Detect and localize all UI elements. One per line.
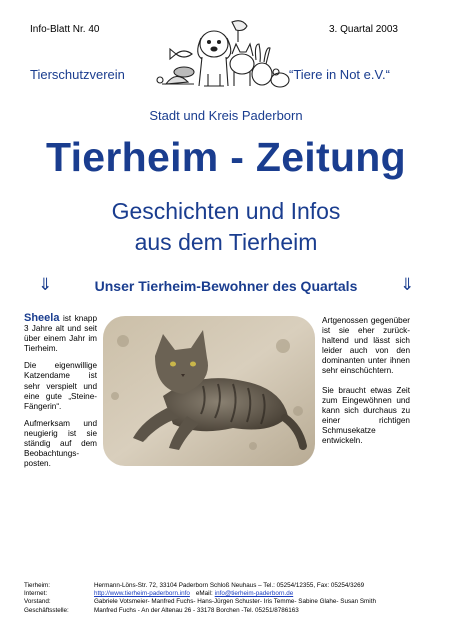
article-paragraph: Artgenossen gegenüber ist sie eher zurück-haltend und lässt sich leider auch von den dominanten unter ihnen sehr einschüchtern. xyxy=(322,316,410,376)
website-link[interactable]: http://www.tierheim-paderborn.info xyxy=(94,590,190,598)
org-name-right: “Tiere in Not e.V.“ xyxy=(289,67,390,82)
down-arrow-icon: ⇓ xyxy=(400,275,415,294)
footer-row-geschaeftsstelle xyxy=(24,607,434,615)
page-title: Tierheim - Zeitung xyxy=(45,134,406,180)
article-paragraph: Die eigenwillige Katzendame ist sehr verspielt und eine gute „Steine-Fängerin“. xyxy=(24,361,97,411)
subtitle-line-2: aus dem Tierheim xyxy=(134,229,318,255)
footer-row-vorstand xyxy=(24,598,434,606)
footer-row-internet xyxy=(24,590,434,598)
footer-value: Hermann-Löns-Str. 72, 33104 Paderborn Schloß Neuhaus – Tel.: 05254/12355, Fax: 05254/3269 xyxy=(94,582,365,589)
article-right-column xyxy=(322,316,410,455)
subtitle xyxy=(0,196,452,258)
pet-name: Sheela xyxy=(24,312,60,324)
footer-contact xyxy=(24,582,434,615)
footer-label: Internet: xyxy=(24,590,48,598)
feature-heading: Unser Tierheim-Bewohner des Quartals xyxy=(94,278,358,294)
issue-quarter: 3. Quartal 2003 xyxy=(329,24,398,35)
footer-value: Gabriele Votsmeier- Manfred Fuchs- Hans-Jürgen Schuster- Iris Temme- Sabine Glahe- Susan Smith xyxy=(94,598,376,606)
article-paragraph xyxy=(24,313,97,354)
region-line: Stadt und Kreis Paderborn xyxy=(149,108,303,123)
article-intro-text: ist knapp 3 Jahre alt und seit über einem Jahr im Tierheim. xyxy=(24,314,97,354)
subtitle-line-1: Geschichten und Infos xyxy=(111,198,341,224)
footer-label: eMail: xyxy=(195,590,213,598)
down-arrow-icon: ⇓ xyxy=(38,275,53,294)
footer-label: Vorstand: xyxy=(24,598,51,606)
footer-row-tierheim xyxy=(24,582,434,590)
article-paragraph: Sie braucht etwas Zeit zum Eingewöhnen und kann sich durchaus zu einer richtigen Schmusekatze entwickeln. xyxy=(322,385,410,446)
footer-value: Manfred Fuchs - An der Altenau 26 - 33178 Borchen -Tel. 05251/8786163 xyxy=(94,606,299,614)
animals-logo xyxy=(152,14,292,94)
article-left-column xyxy=(24,313,97,476)
article-paragraph: Aufmerksam und neugierig ist sie ständig auf dem Beobachtungs-posten. xyxy=(24,418,97,469)
issue-number: Info-Blatt Nr. 40 xyxy=(30,24,100,35)
footer-label: Tierheim: xyxy=(24,582,51,589)
org-name-left: Tierschutzverein xyxy=(30,67,125,82)
email-link[interactable]: info@tierheim-paderborn.de xyxy=(214,590,294,598)
footer-label: Geschäftsstelle: xyxy=(24,606,69,614)
cat-photo xyxy=(103,316,315,466)
